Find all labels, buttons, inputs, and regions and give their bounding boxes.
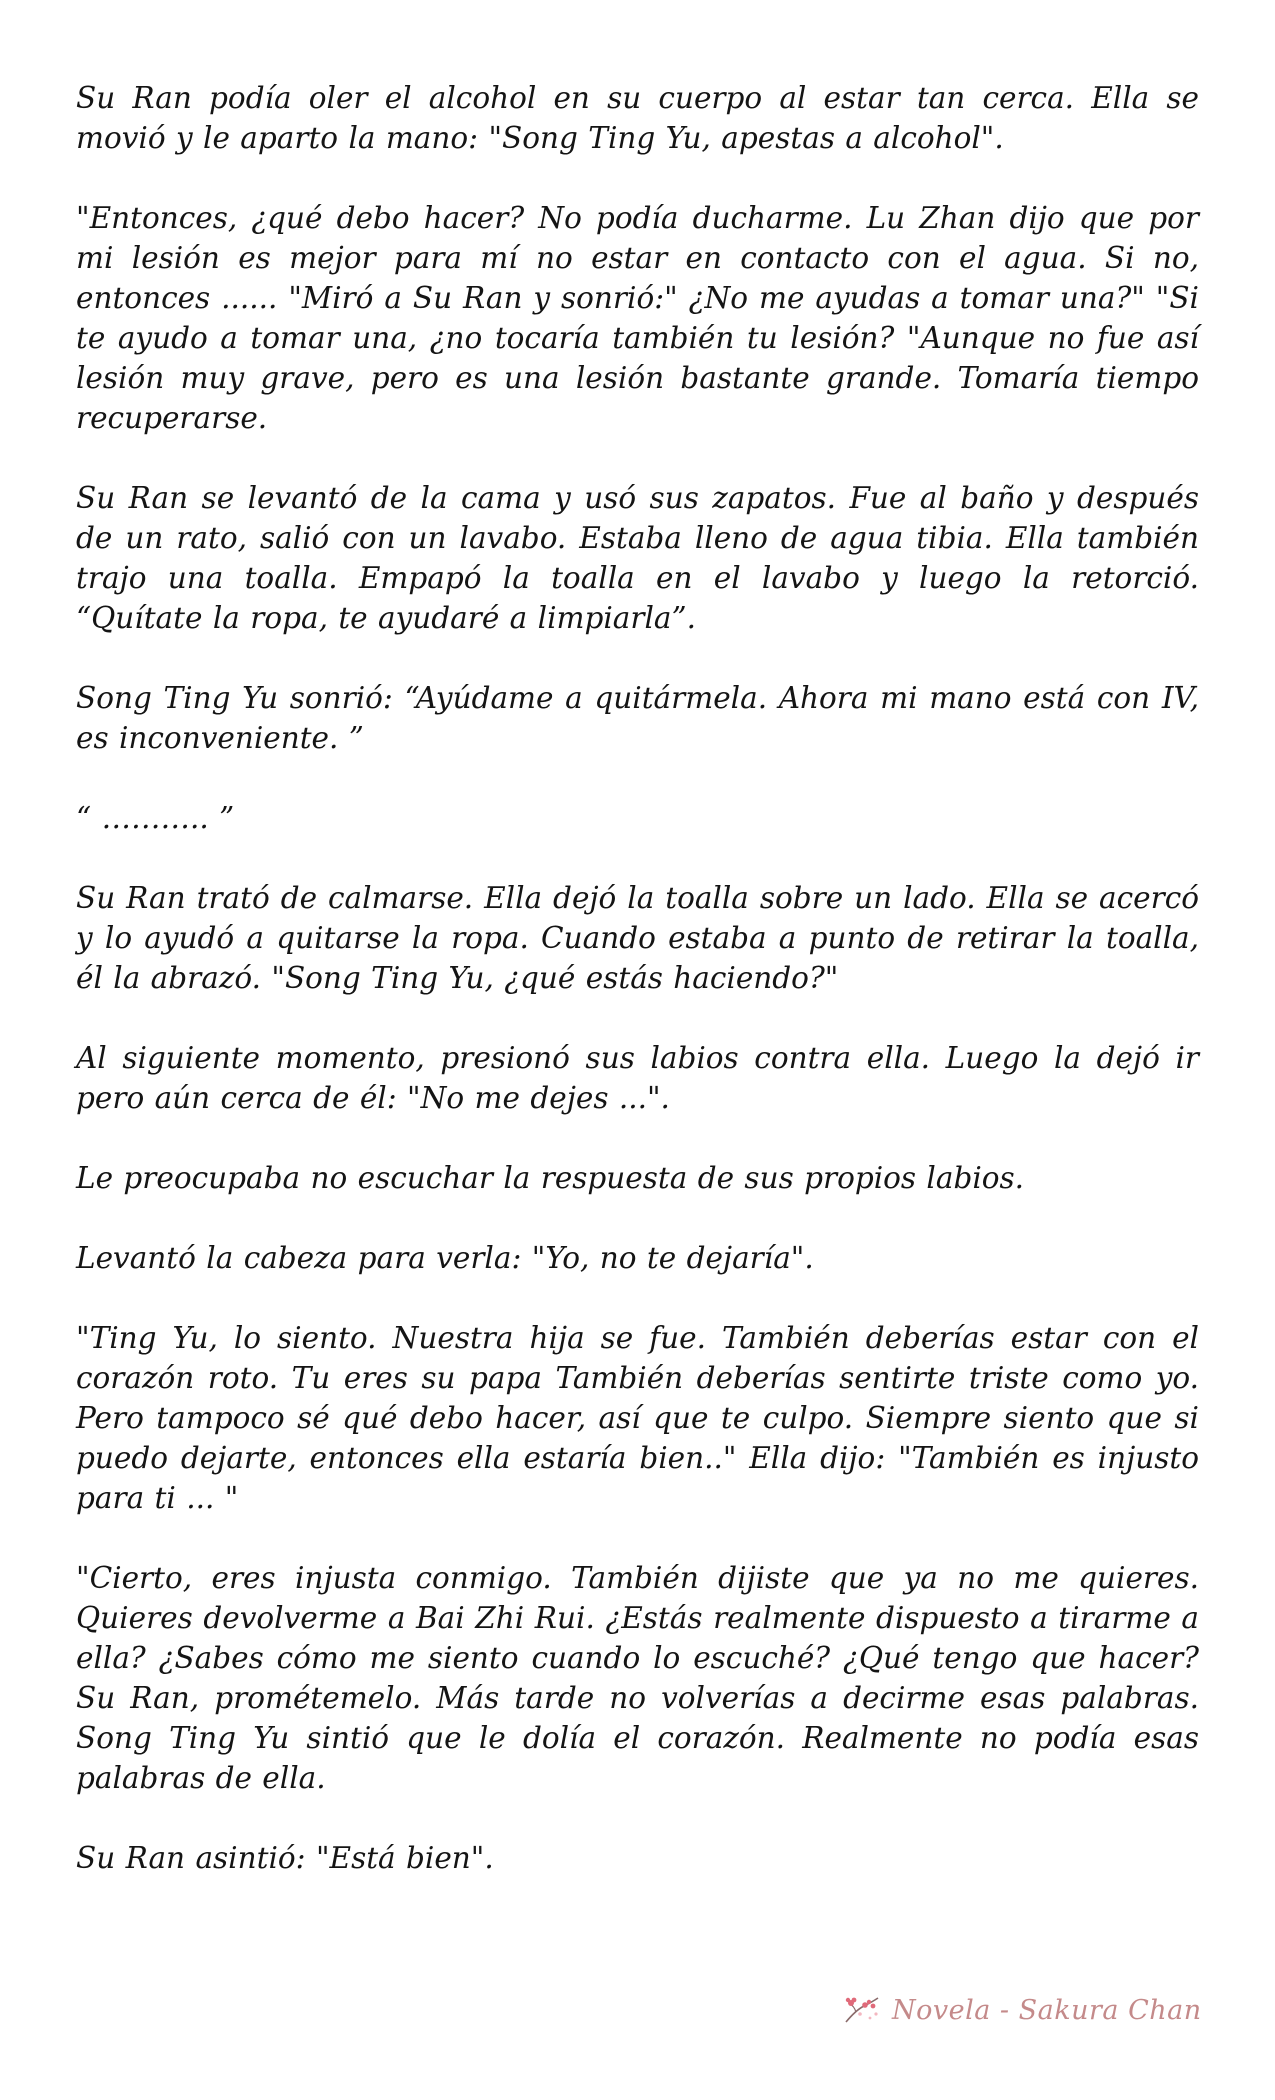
paragraph: Su Ran asintió: "Está bien". [76, 1841, 494, 1875]
paragraph: Su Ran podía oler el alcohol en su cuerpo al estar tan cerca. Ella se movió y le aparto la mano: "Song Ting Yu, apestas a alcohol". [76, 81, 1199, 155]
paragraph: Song Ting Yu sonrió: “Ayúdame a quitármela. Ahora mi mano está con IV, es inconveniente. ” [76, 681, 1199, 755]
paragraph: "Cierto, eres injusta conmigo. También dijiste que ya no me quieres. Quieres devolverme a Bai Zhi Rui. ¿Estás realmente dispuesto a tirarme a ella? ¿Sabes cómo me siento cuando lo escuché? ¿Qué tengo que hacer? Su Ran, prométemelo. Más tarde no volverías a decirme esas palabras. Song Ting Yu sintió que le dolía el corazón. Realmente no podía esas palabras de ella. [76, 1561, 1199, 1795]
paragraph: Le preocupaba no escuchar la respuesta de sus propios labios. [76, 1161, 1025, 1195]
document-body [76, 78, 1199, 1878]
paragraph: “ ……….. ” [76, 801, 235, 835]
paragraph: Al siguiente momento, presionó sus labios contra ella. Luego la dejó ir pero aún cerca de él: "No me dejes ...". [76, 1041, 1199, 1115]
paragraph: Su Ran se levantó de la cama y usó sus zapatos. Fue al baño y después de un rato, salió con un lavabo. Estaba lleno de agua tibia. Ella también trajo una toalla. Empapó la toalla en el lavabo y luego la retorció. “Quítate la ropa, te ayudaré a limpiarla”. [76, 481, 1199, 635]
paragraph: "Entonces, ¿qué debo hacer? No podía ducharme. Lu Zhan dijo que por mi lesión es mejor para mí no estar en contacto con el agua. Si no, entonces ...... "Miró a Su Ran y sonrió:" ¿No me ayudas a tomar una?" "Si te ayudo a tomar una, ¿no tocaría también tu lesión? "Aunque no fue así lesión muy grave, pero es una lesión bastante grande. Tomaría tiempo recuperarse. [76, 201, 1199, 435]
paragraph: "Ting Yu, lo siento. Nuestra hija se fue. También deberías estar con el corazón roto. Tu eres su papa También deberías sentirte triste como yo. Pero tampoco sé qué debo hacer, así que te culpo. Siempre siento que si puedo dejarte, entonces ella estaría bien.." Ella dijo: "También es injusto para ti ... " [76, 1321, 1199, 1515]
paragraph: Levantó la cabeza para verla: "Yo, no te dejaría". [76, 1241, 814, 1275]
watermark-text: Novela - Sakura Chan [892, 1994, 1202, 2026]
paragraph: Su Ran trató de calmarse. Ella dejó la toalla sobre un lado. Ella se acercó y lo ayudó a quitarse la ropa. Cuando estaba a punto de retirar la toalla, él la abrazó. "Song Ting Yu, ¿qué estás haciendo?" [76, 881, 1199, 995]
cherry-blossom-icon [842, 1992, 882, 2028]
watermark-footer [842, 1990, 1202, 2030]
